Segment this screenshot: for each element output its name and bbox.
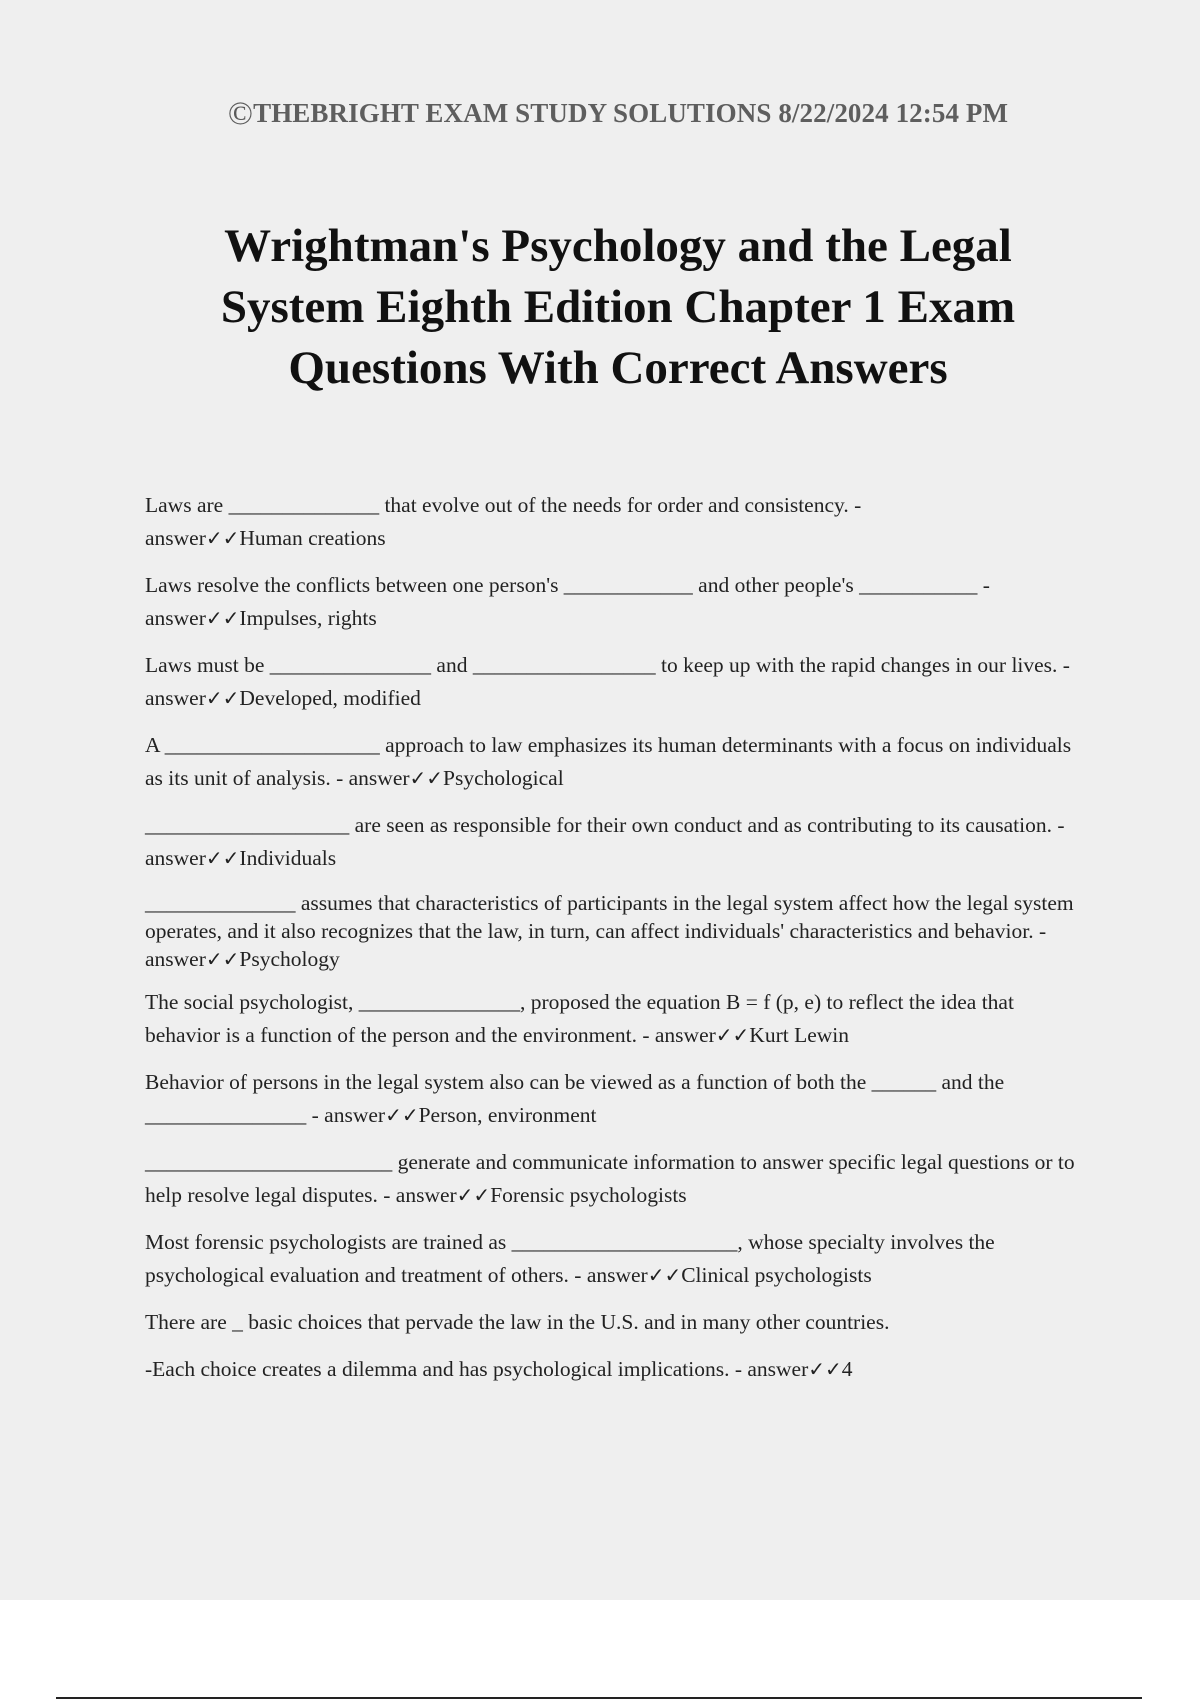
header-text: THEBRIGHT EXAM STUDY SOLUTIONS 8/22/2024 12:54 PM [253, 98, 1009, 128]
answer-label: answer [145, 606, 206, 630]
question-text: Laws resolve the conflicts between one person's ____________ and other people's ___________ - [145, 573, 990, 597]
check-icon: ✓✓ [456, 1183, 491, 1207]
answer-label: answer [145, 846, 206, 870]
answer-text: Kurt Lewin [749, 1023, 850, 1047]
question-text: A ____________________ approach to law emphasizes its human determinants with a focus on individuals as its unit of analysis. - [145, 733, 1072, 790]
check-icon: ✓✓ [808, 1357, 842, 1381]
page-title: Wrightman's Psychology and the Legal System Eighth Edition Chapter 1 Exam Questions With Correct Answers [220, 220, 1016, 394]
list-item [145, 569, 1085, 635]
answer-label: answer [348, 766, 410, 790]
answer-text: Clinical psychologists [681, 1263, 872, 1287]
check-icon: ✓✓ [647, 1263, 682, 1287]
answer-text: Impulses, rights [239, 606, 377, 630]
list-item [145, 729, 1085, 795]
list-item [145, 1306, 1085, 1339]
check-icon: ✓✓ [715, 1023, 750, 1047]
answer-text: Forensic psychologists [490, 1183, 687, 1207]
answer-text: Human creations [239, 526, 386, 550]
answer-label: answer [395, 1183, 457, 1207]
check-icon: ✓✓ [205, 947, 240, 971]
list-item [145, 1353, 1085, 1386]
list-item [145, 489, 1085, 555]
question-text: Most forensic psychologists are trained as _____________________, whose specialty involves the psychological evaluation and treatment of others. - [145, 1230, 995, 1287]
question-text: Laws are ______________ that evolve out of the needs for order and consistency. - [145, 493, 862, 517]
question-text: There are _ basic choices that pervade the law in the U.S. and in many other countries. [145, 1310, 890, 1334]
answer-text: Psychological [443, 766, 564, 790]
list-item [145, 1066, 1085, 1132]
page-header [0, 96, 1200, 133]
list-item [145, 1226, 1085, 1292]
list-item [145, 1146, 1085, 1212]
answer-text: Person, environment [418, 1103, 597, 1127]
answer-label: answer [747, 1357, 809, 1381]
check-icon: ✓✓ [205, 846, 240, 870]
answer-text: Individuals [239, 846, 337, 870]
answer-label: answer [145, 686, 206, 710]
answer-label: answer [145, 526, 206, 550]
question-text: Laws must be _______________ and _________________ to keep up with the rapid changes in our lives. - [145, 653, 1070, 677]
list-item [145, 889, 1085, 973]
question-text: The social psychologist, _______________, proposed the equation B = f (p, e) to reflect the idea that behavior is a function of the person and the environment. - [145, 990, 1014, 1047]
answer-label: answer [654, 1023, 716, 1047]
check-icon: ✓✓ [205, 686, 240, 710]
answer-label: answer [324, 1103, 386, 1127]
list-item [145, 809, 1085, 875]
answer-label: answer [145, 947, 206, 971]
list-item [145, 986, 1085, 1052]
question-text: ___________________ are seen as responsible for their own conduct and as contributing to its causation. - [145, 813, 1065, 837]
answer-text: 4 [841, 1357, 853, 1381]
check-icon: ✓✓ [205, 526, 240, 550]
bottom-divider [56, 1697, 1142, 1699]
question-text: Behavior of persons in the legal system also can be viewed as a function of both the ______ and the _______________ - [145, 1070, 1005, 1127]
check-icon: ✓✓ [409, 766, 444, 790]
check-icon: ✓✓ [205, 606, 240, 630]
question-text: -Each choice creates a dilemma and has psychological implications. - [145, 1357, 742, 1381]
copyright-icon: © [227, 96, 254, 132]
answer-text: Psychology [239, 947, 340, 971]
qa-list [145, 489, 1085, 1400]
question-text: ______________ assumes that characteristics of participants in the legal system affect how the legal system operates, and it also recognizes that the law, in turn, can affect individuals' characteristics and behavior. - [145, 891, 1074, 943]
list-item [145, 649, 1085, 715]
answer-text: Developed, modified [239, 686, 421, 710]
answer-label: answer [586, 1263, 648, 1287]
check-icon: ✓✓ [385, 1103, 419, 1127]
question-text: _______________________ generate and communicate information to answer specific legal questions or to help resolve legal disputes. - [145, 1150, 1075, 1207]
